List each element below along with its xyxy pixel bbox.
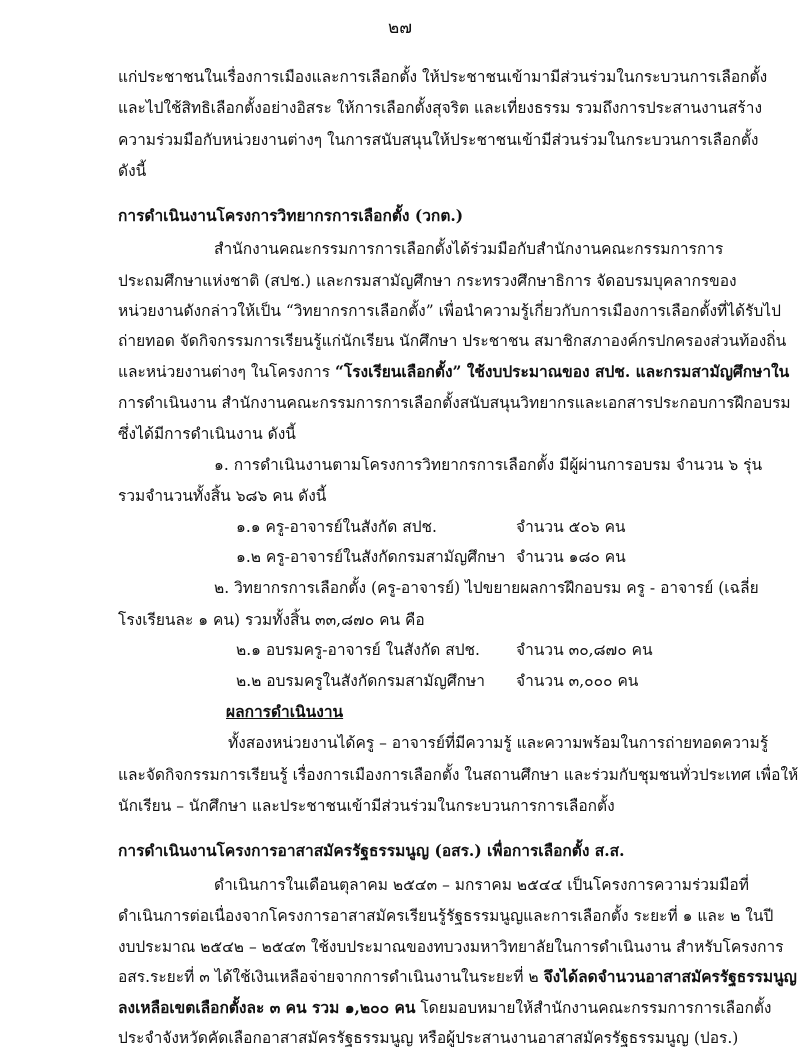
text-run: โดยมอบหมายให้สำนักงานคณะกรรมการการเลือกตั้ง (415, 999, 772, 1017)
paragraph-line: นักเรียน – นักศึกษา และประชาชนเข้ามีส่วนร่วมในกระบวนการการเลือกตั้ง (118, 797, 615, 815)
list-item-line: ๑. การดำเนินงานตามโครงการวิทยากรการเลือกตั้ง มีผู้ผ่านการอบรม จำนวน ๖ รุ่น (214, 456, 763, 474)
section-heading: การดำเนินงานโครงการอาสาสมัครรัฐธรรมนูญ (อสร.) เพื่อการเลือกตั้ง ส.ส. (118, 841, 625, 860)
paragraph-line: ดังนี้ (118, 162, 147, 180)
sub-item-amount: จำนวน ๑๘๐ คน (516, 548, 626, 566)
paragraph-line: งบประมาณ ๒๕๔๒ – ๒๕๔๓ ใช้งบประมาณของทบวงมหาวิทยาลัยในการดำเนินงาน สำหรับโครงการ (118, 938, 784, 956)
paragraph-line: ความร่วมมือกับหน่วยงานต่างๆ ในการสนับสนุนให้ประชาชนเข้ามีส่วนร่วมในกระบวนการเลือกตั้ง (118, 131, 759, 149)
page-number: ๒๗ (388, 18, 412, 38)
paragraph-line: การดำเนินงาน สำนักงานคณะกรรมการการเลือกตั้งสนับสนุนวิทยากรและเอกสารประกอบการฝึกอบรม (118, 394, 791, 412)
paragraph-line: ประจำจังหวัดคัดเลือกอาสาสมัครรัฐธรรมนูญ หรือผู้ประสานงานอาสาสมัครรัฐธรรมนูญ (ปอร.) (118, 1029, 739, 1047)
paragraph-line (118, 361, 789, 383)
list-item-line: รวมจำนวนทั้งสิ้น ๖๘๖ คน ดังนี้ (118, 487, 327, 505)
sub-item-label: ๑.๑ ครู-อาจารย์ในสังกัด สปช. (236, 518, 437, 536)
text-run: อสร.ระยะที่ ๓ ได้ใช้เงินเหลือจ่ายจากการดำเนินงานในระยะที่ ๒ (118, 968, 544, 986)
sub-item-amount: จำนวน ๓,๐๐๐ คน (516, 672, 639, 690)
paragraph-line: และจัดกิจกรรมการเรียนรู้ เรื่องการเมืองการเลือกตั้ง ในสถานศึกษา และร่วมกับชุมชนทั่วประเทศ เพื่อให้ (118, 766, 799, 784)
sub-item-amount: จำนวน ๕๐๖ คน (516, 518, 626, 536)
paragraph-line (118, 997, 771, 1019)
text-run: และหน่วยงานต่างๆ ในโครงการ (118, 363, 335, 381)
bold-text-run: จึงได้ลดจำนวนอาสาสมัครรัฐธรรมนูญ (543, 967, 797, 986)
sub-item-label: ๒.๒ อบรมครูในสังกัดกรมสามัญศึกษา (236, 672, 485, 690)
paragraph-line: หน่วยงานดังกล่าวให้เป็น “วิทยากรการเลือกตั้ง” เพื่อนำความรู้เกี่ยวกับการเมืองการเลือกตั้งที่ได้รับไป (118, 302, 781, 320)
section-heading: การดำเนินงานโครงการวิทยากรการเลือกตั้ง (วกต.) (118, 206, 464, 225)
sub-item-label: ๒.๑ อบรมครู-อาจารย์ ในสังกัด สปช. (236, 641, 480, 659)
paragraph-line: แก่ประชาชนในเรื่องการเมืองและการเลือกตั้ง ให้ประชาชนเข้ามามีส่วนร่วมในกระบวนการเลือกตั้ง (118, 68, 768, 86)
paragraph-line: ประถมศึกษาแห่งชาติ (สปช.) และกรมสามัญศึกษา กระทรวงศึกษาธิการ จัดอบรมบุคลากรของ (118, 272, 737, 290)
bold-text-run: ลงเหลือเขตเลือกตั้งละ ๓ คน รวม ๑,๒๐๐ คน (118, 998, 416, 1017)
paragraph-line: ดำเนินการในเดือนตุลาคม ๒๕๔๓ – มกราคม ๒๕๔๔ เป็นโครงการความร่วมมือที่ (214, 876, 749, 894)
paragraph-line: ซึ่งได้มีการดำเนินงาน ดังนี้ (118, 425, 296, 443)
paragraph-line (118, 966, 797, 988)
paragraph-line: และไปใช้สิทธิเลือกตั้งอย่างอิสระ ให้การเลือกตั้งสุจริต และเที่ยงธรรม รวมถึงการประสานงานสร้าง (118, 99, 763, 117)
list-item-line: โรงเรียนละ ๑ คน) รวมทั้งสิ้น ๓๓,๘๗๐ คน คือ (118, 611, 425, 629)
list-item-line: ๒. วิทยากรการเลือกตั้ง (ครู-อาจารย์) ไปขยายผลการฝึกอบรม ครู - อาจารย์ (เฉลี่ย (214, 579, 759, 597)
sub-item-amount: จำนวน ๓๐,๘๗๐ คน (516, 641, 653, 659)
paragraph-line: สำนักงานคณะกรรมการการเลือกตั้งได้ร่วมมือกับสำนักงานคณะกรรมการการ (214, 240, 724, 258)
bold-text-run: “โรงเรียนเลือกตั้ง” ใช้งบประมาณของ สปช. และกรมสามัญศึกษาใน (334, 362, 790, 381)
paragraph-line: ถ่ายทอด จัดกิจกรรมการเรียนรู้แก่นักเรียน นักศึกษา ประชาชน สมาชิกสภาองค์กรปกครองส่วนท้องถิ่น (118, 332, 787, 350)
sub-item-label: ๑.๒ ครู-อาจารย์ในสังกัดกรมสามัญศึกษา (236, 548, 506, 566)
paragraph-line: ดำเนินการต่อเนื่องจากโครงการอาสาสมัครเรียนรู้รัฐธรรมนูญและการเลือกตั้ง ระยะที่ ๑ และ ๒ ในปี (118, 907, 774, 925)
paragraph-line: ทั้งสองหน่วยงานได้ครู – อาจารย์ที่มีความรู้ และความพร้อมในการถ่ายทอดความรู้ (228, 734, 769, 752)
results-subheading: ผลการดำเนินงาน (226, 702, 344, 721)
